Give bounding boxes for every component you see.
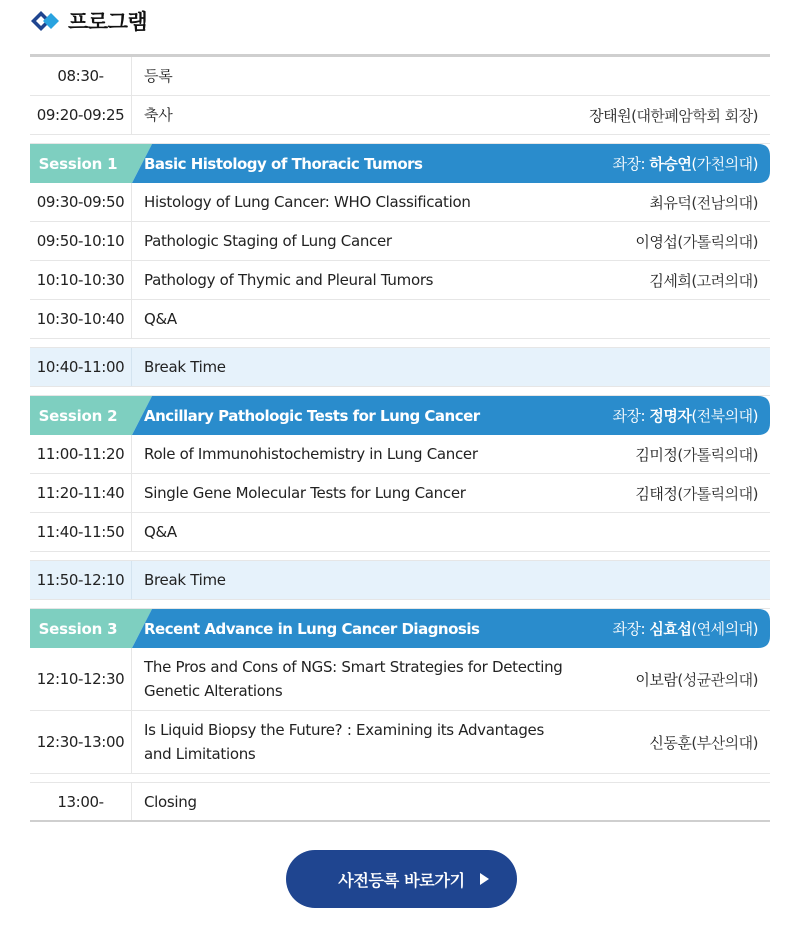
time-cell: 11:50-12:10 [30, 561, 132, 599]
chair-prefix: 좌장: [612, 155, 646, 173]
row-spacer [30, 774, 770, 783]
section-header [30, 6, 147, 36]
session-chair [613, 144, 758, 183]
session-title: Ancillary Pathologic Tests for Lung Cancer [144, 406, 480, 425]
play-arrow-icon [480, 873, 489, 885]
speaker-affiliation: (성균관의대) [677, 670, 758, 689]
row-spacer [30, 387, 770, 396]
cta-label: 사전등록 바로가기 [338, 870, 465, 890]
speaker-name: 신동훈 [649, 733, 692, 752]
topic-line: Genetic Alterations [144, 682, 283, 700]
session-header-1 [30, 144, 770, 183]
chair-name: 정명자 [649, 407, 692, 425]
topic-cell: Histology of Lung Cancer: WHO Classification [144, 193, 471, 211]
row-spacer [30, 135, 770, 144]
program-schedule-table [30, 54, 770, 822]
speaker-affiliation: (가톨릭의대) [677, 445, 758, 464]
time-cell: 12:10-12:30 [30, 648, 132, 710]
session-chair [613, 396, 758, 435]
speaker-name: 이영섭 [635, 232, 678, 251]
topic-cell: 축사 [144, 106, 173, 124]
time-cell: 12:30-13:00 [30, 711, 132, 773]
session-label: Session 3 [38, 619, 118, 638]
topic-cell [132, 711, 649, 773]
topic-cell: Break Time [144, 571, 226, 589]
topic-cell [132, 648, 635, 710]
chair-prefix: 좌장: [612, 407, 646, 425]
topic-line: The Pros and Cons of NGS: Smart Strategies for Detecting [144, 658, 563, 676]
speaker-name: 김세희 [649, 271, 692, 290]
time-cell: 13:00- [30, 783, 132, 820]
chair-name: 심효섭 [649, 620, 692, 638]
session-label: Session 1 [38, 154, 118, 173]
session-header-3 [30, 609, 770, 648]
schedule-row [30, 648, 770, 711]
schedule-row-closing [30, 783, 770, 822]
speaker-name: 장태원 [589, 106, 632, 125]
schedule-row [30, 183, 770, 222]
time-cell: 09:50-10:10 [30, 222, 132, 260]
session-label: Session 2 [38, 406, 118, 425]
speaker-cell [635, 435, 770, 473]
time-cell: 11:40-11:50 [30, 513, 132, 551]
topic-cell: Role of Immunohistochemistry in Lung Cancer [144, 445, 478, 463]
topic-cell: Q&A [144, 310, 177, 328]
diamond-logo-icon [30, 10, 62, 32]
topic-cell: Q&A [144, 523, 177, 541]
schedule-row [30, 435, 770, 474]
chair-affiliation: (연세의대) [691, 620, 758, 638]
schedule-row-break [30, 348, 770, 387]
time-cell: 09:20-09:25 [30, 96, 132, 134]
speaker-name: 최유덕 [649, 193, 692, 212]
topic-line: Is Liquid Biopsy the Future? : Examining its Advantages [144, 721, 544, 739]
speaker-cell [635, 474, 770, 512]
speaker-name: 이보람 [635, 670, 678, 689]
session-header-2 [30, 396, 770, 435]
chair-affiliation: (전북의대) [691, 407, 758, 425]
session-title: Basic Histology of Thoracic Tumors [144, 154, 423, 173]
time-cell: 11:00-11:20 [30, 435, 132, 473]
time-cell: 08:30- [30, 57, 132, 95]
speaker-cell [649, 183, 770, 221]
speaker-affiliation: (대한폐암학회 회장) [631, 106, 758, 125]
time-cell: 09:30-09:50 [30, 183, 132, 221]
speaker-name: 김미정 [635, 445, 678, 464]
speaker-name: 김태정 [635, 484, 678, 503]
time-cell: 11:20-11:40 [30, 474, 132, 512]
session-chair [613, 609, 758, 648]
schedule-row [30, 261, 770, 300]
topic-cell: 등록 [144, 67, 173, 85]
row-spacer [30, 552, 770, 561]
chair-affiliation: (가천의대) [691, 155, 758, 173]
topic-cell: Single Gene Molecular Tests for Lung Cancer [144, 484, 466, 502]
pre-registration-button[interactable] [286, 850, 517, 908]
schedule-row-qa [30, 300, 770, 339]
schedule-row [30, 711, 770, 774]
schedule-row [30, 222, 770, 261]
speaker-affiliation: (고려의대) [691, 271, 758, 290]
speaker-cell [649, 711, 770, 773]
chair-prefix: 좌장: [612, 620, 646, 638]
schedule-row-break [30, 561, 770, 600]
schedule-row-opening [30, 96, 770, 135]
speaker-cell [649, 261, 770, 299]
schedule-row [30, 474, 770, 513]
row-spacer [30, 600, 770, 609]
topic-cell: Break Time [144, 358, 226, 376]
speaker-affiliation: (가톨릭의대) [677, 484, 758, 503]
schedule-row-qa [30, 513, 770, 552]
chair-name: 하승연 [649, 155, 692, 173]
speaker-affiliation: (가톨릭의대) [677, 232, 758, 251]
topic-cell: Pathologic Staging of Lung Cancer [144, 232, 392, 250]
session-title: Recent Advance in Lung Cancer Diagnosis [144, 619, 480, 638]
row-spacer [30, 339, 770, 348]
speaker-affiliation: (부산의대) [691, 733, 758, 752]
topic-cell: Pathology of Thymic and Pleural Tumors [144, 271, 434, 289]
page-title: 프로그램 [68, 10, 148, 34]
speaker-cell [635, 222, 770, 260]
speaker-cell [589, 96, 770, 134]
time-cell: 10:10-10:30 [30, 261, 132, 299]
topic-cell: Closing [144, 792, 197, 811]
speaker-cell [635, 648, 770, 710]
time-cell: 10:30-10:40 [30, 300, 132, 338]
schedule-row-registration [30, 57, 770, 96]
speaker-affiliation: (전남의대) [691, 193, 758, 212]
time-cell: 10:40-11:00 [30, 348, 132, 386]
topic-line: and Limitations [144, 745, 256, 763]
